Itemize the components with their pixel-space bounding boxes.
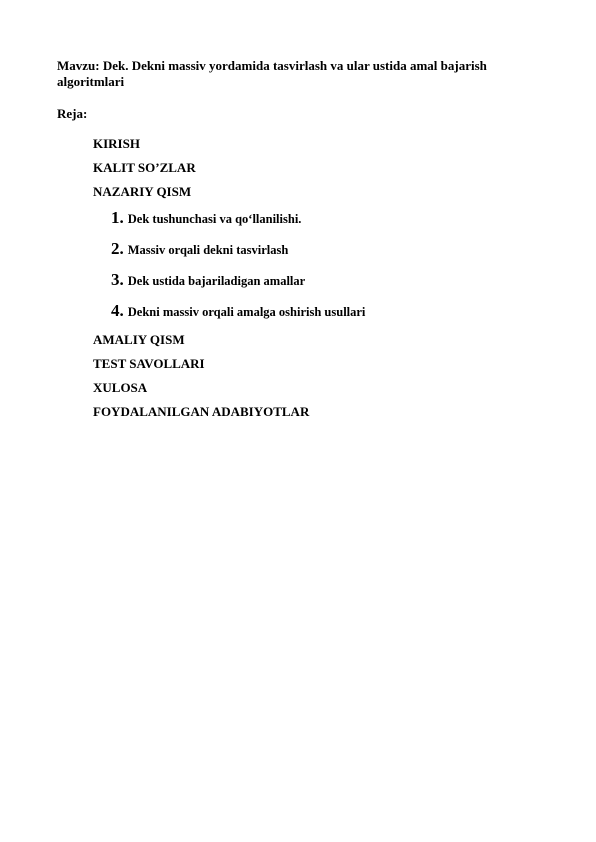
plan-item-text: AMALIY QISM (93, 332, 185, 347)
sub-item-text: Dekni massiv orqali amalga oshirish usullari (127, 305, 366, 319)
plan-label: Reja: (57, 106, 88, 121)
plan-item-text: KIRISH (93, 136, 140, 151)
sub-item-3 (111, 269, 305, 291)
sub-item-text: Dek ustida bajariladigan amallar (127, 274, 306, 288)
sub-item-1 (111, 207, 301, 229)
plan-item-text: XULOSA (93, 380, 148, 395)
sub-item-text: Dek tushunchasi va qo‘llanilishi. (127, 212, 302, 226)
document-title: Mavzu: Dek. Dekni massiv yordamida tasvirlash va ular ustida amal bajarish algoritmlari (57, 58, 487, 89)
sub-item-2 (111, 238, 288, 260)
plan-item-text: KALIT SO’ZLAR (93, 160, 196, 175)
sub-item-number: 2. (111, 239, 124, 258)
sub-item-number: 3. (111, 270, 124, 289)
plan-item-text: TEST SAVOLLARI (93, 356, 205, 371)
sub-item-number: 1. (111, 208, 124, 227)
sub-item-text: Massiv orqali dekni tasvirlash (127, 243, 289, 257)
plan-item-text: FOYDALANILGAN ADABIYOTLAR (93, 404, 310, 419)
sub-item-4 (111, 300, 365, 322)
plan-item-text: NAZARIY QISM (93, 184, 192, 199)
sub-item-number: 4. (111, 301, 124, 320)
